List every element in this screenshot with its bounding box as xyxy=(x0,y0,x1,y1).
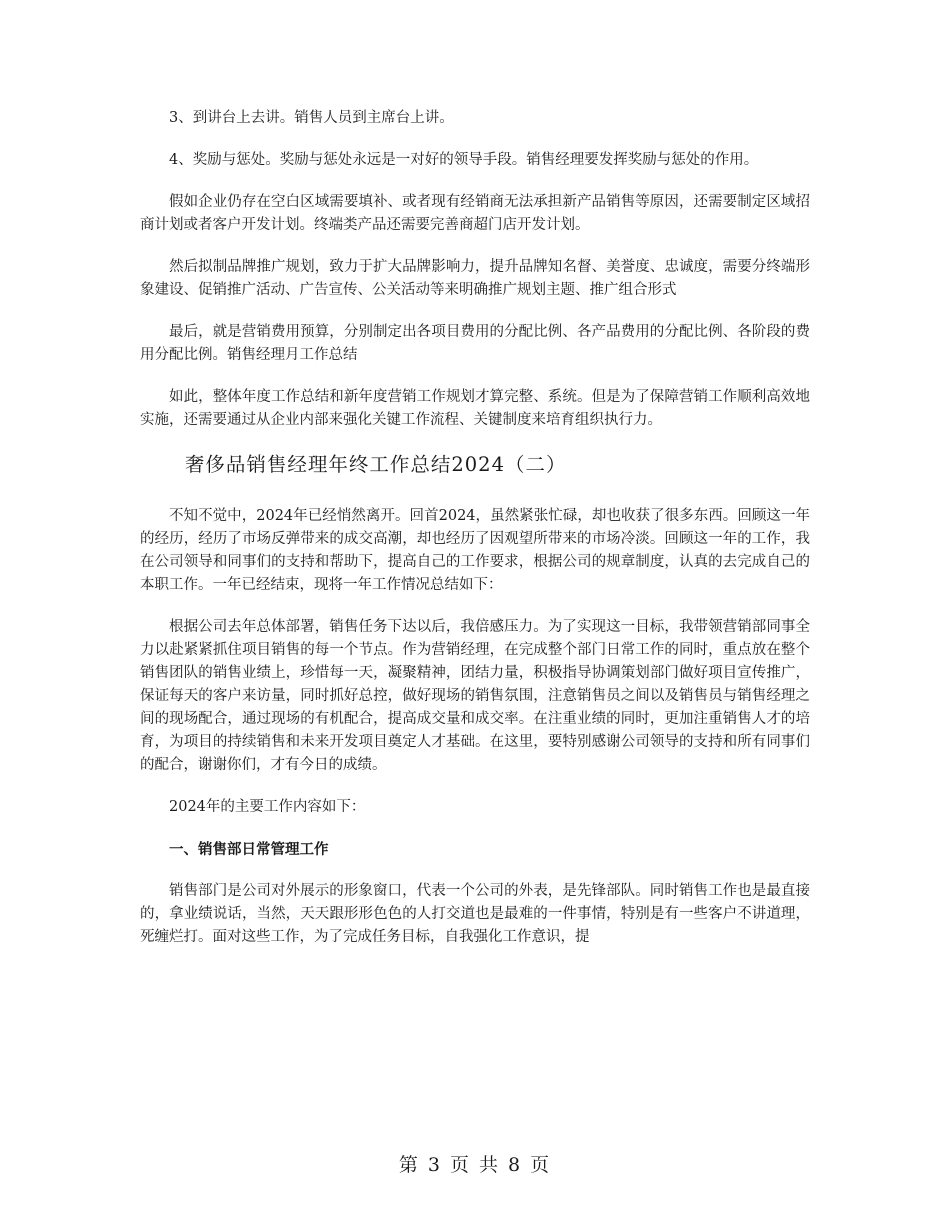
paragraph: 然后拟制品牌推广规划，致力于扩大品牌影响力，提升品牌知名督、美誉度、忠诚度，需要分终端形象建设、促销推广活动、广告宣传、公关活动等来明确推广规划主题、推广组合形式 xyxy=(140,259,810,298)
document-body xyxy=(140,107,810,968)
page-number-footer: 第 3 页 共 8 页 xyxy=(398,1154,552,1176)
paragraph: 最后，就是营销费用预算，分别制定出各项目费用的分配比例、各产品费用的分配比例、各阶段的费用分配比例。销售经理月工作总结 xyxy=(140,324,810,363)
subheading: 一、销售部日常管理工作 xyxy=(169,841,329,858)
paragraph: 假如企业仍存在空白区域需要填补、或者现有经销商无法承担新产品销售等原因，还需要制定区域招商计划或者客户开发计划。终端类产品还需要完善商超门店开发计划。 xyxy=(140,194,810,233)
paragraph: 3、到讲台上去讲。销售人员到主席台上讲。 xyxy=(169,110,454,126)
paragraph: 如此，整体年度工作总结和新年度营销工作规划才算完整、系统。但是为了保障营销工作顺利高效地实施，还需要通过从企业内部来强化关键工作流程、关键制度来培育组织执行力。 xyxy=(140,389,810,428)
paragraph: 2024年的主要工作内容如下： xyxy=(169,799,366,815)
paragraph: 销售部门是公司对外展示的形象窗口，代表一个公司的外表，是先锋部队。同时销售工作也是最直接的，拿业绩说话，当然，天天跟形形色色的人打交道也是最难的一件事情，特别是有一些客户不讲道理，死缠烂打。面对这些工作，为了完成任务目标，自我强化工作意识，提 xyxy=(140,883,810,945)
paragraph: 不知不觉中，2024年已经悄然离开。回首2024，虽然紧张忙碌，却也收获了很多东西。回顾这一年的经历，经历了市场反弹带来的成交高潮，却也经历了因观望所带来的市场冷淡。回顾这一年的工作，我在公司领导和同事们的支持和帮助下，提高自己的工作要求，根据公司的规章制度，认真的去完成自己的本职工作。一年已经结束，现将一年工作情况总结如下： xyxy=(140,508,810,593)
paragraph: 4、奖励与惩处。奖励与惩处永远是一对好的领导手段。销售经理要发挥奖励与惩处的作用。 xyxy=(169,152,759,168)
section-title: 奢侈品销售经理年终工作总结2024（二） xyxy=(184,453,567,476)
paragraph: 根据公司去年总体部署，销售任务下达以后，我倍感压力。为了实现这一目标，我带领营销部同事全力以赴紧紧抓住项目销售的每一个节点。作为营销经理，在完成整个部门日常工作的同时，重点放在整个销售团队的销售业绩上，珍惜每一天，凝聚精神，团结力量，积极指导协调策划部门做好项目宣传推广，保证每天的客户来访量，同时抓好总控，做好现场的销售氛围，注意销售员之间以及销售员与销售经理之间的现场配合，通过现场的有机配合，提高成交量和成交率。在注重业绩的同时，更加注重销售人才的培育，为项目的持续销售和未来开发项目奠定人才基础。在这里，要特别感谢公司领导的支持和所有同事们的配合，谢谢你们，才有今日的成绩。 xyxy=(140,619,810,773)
